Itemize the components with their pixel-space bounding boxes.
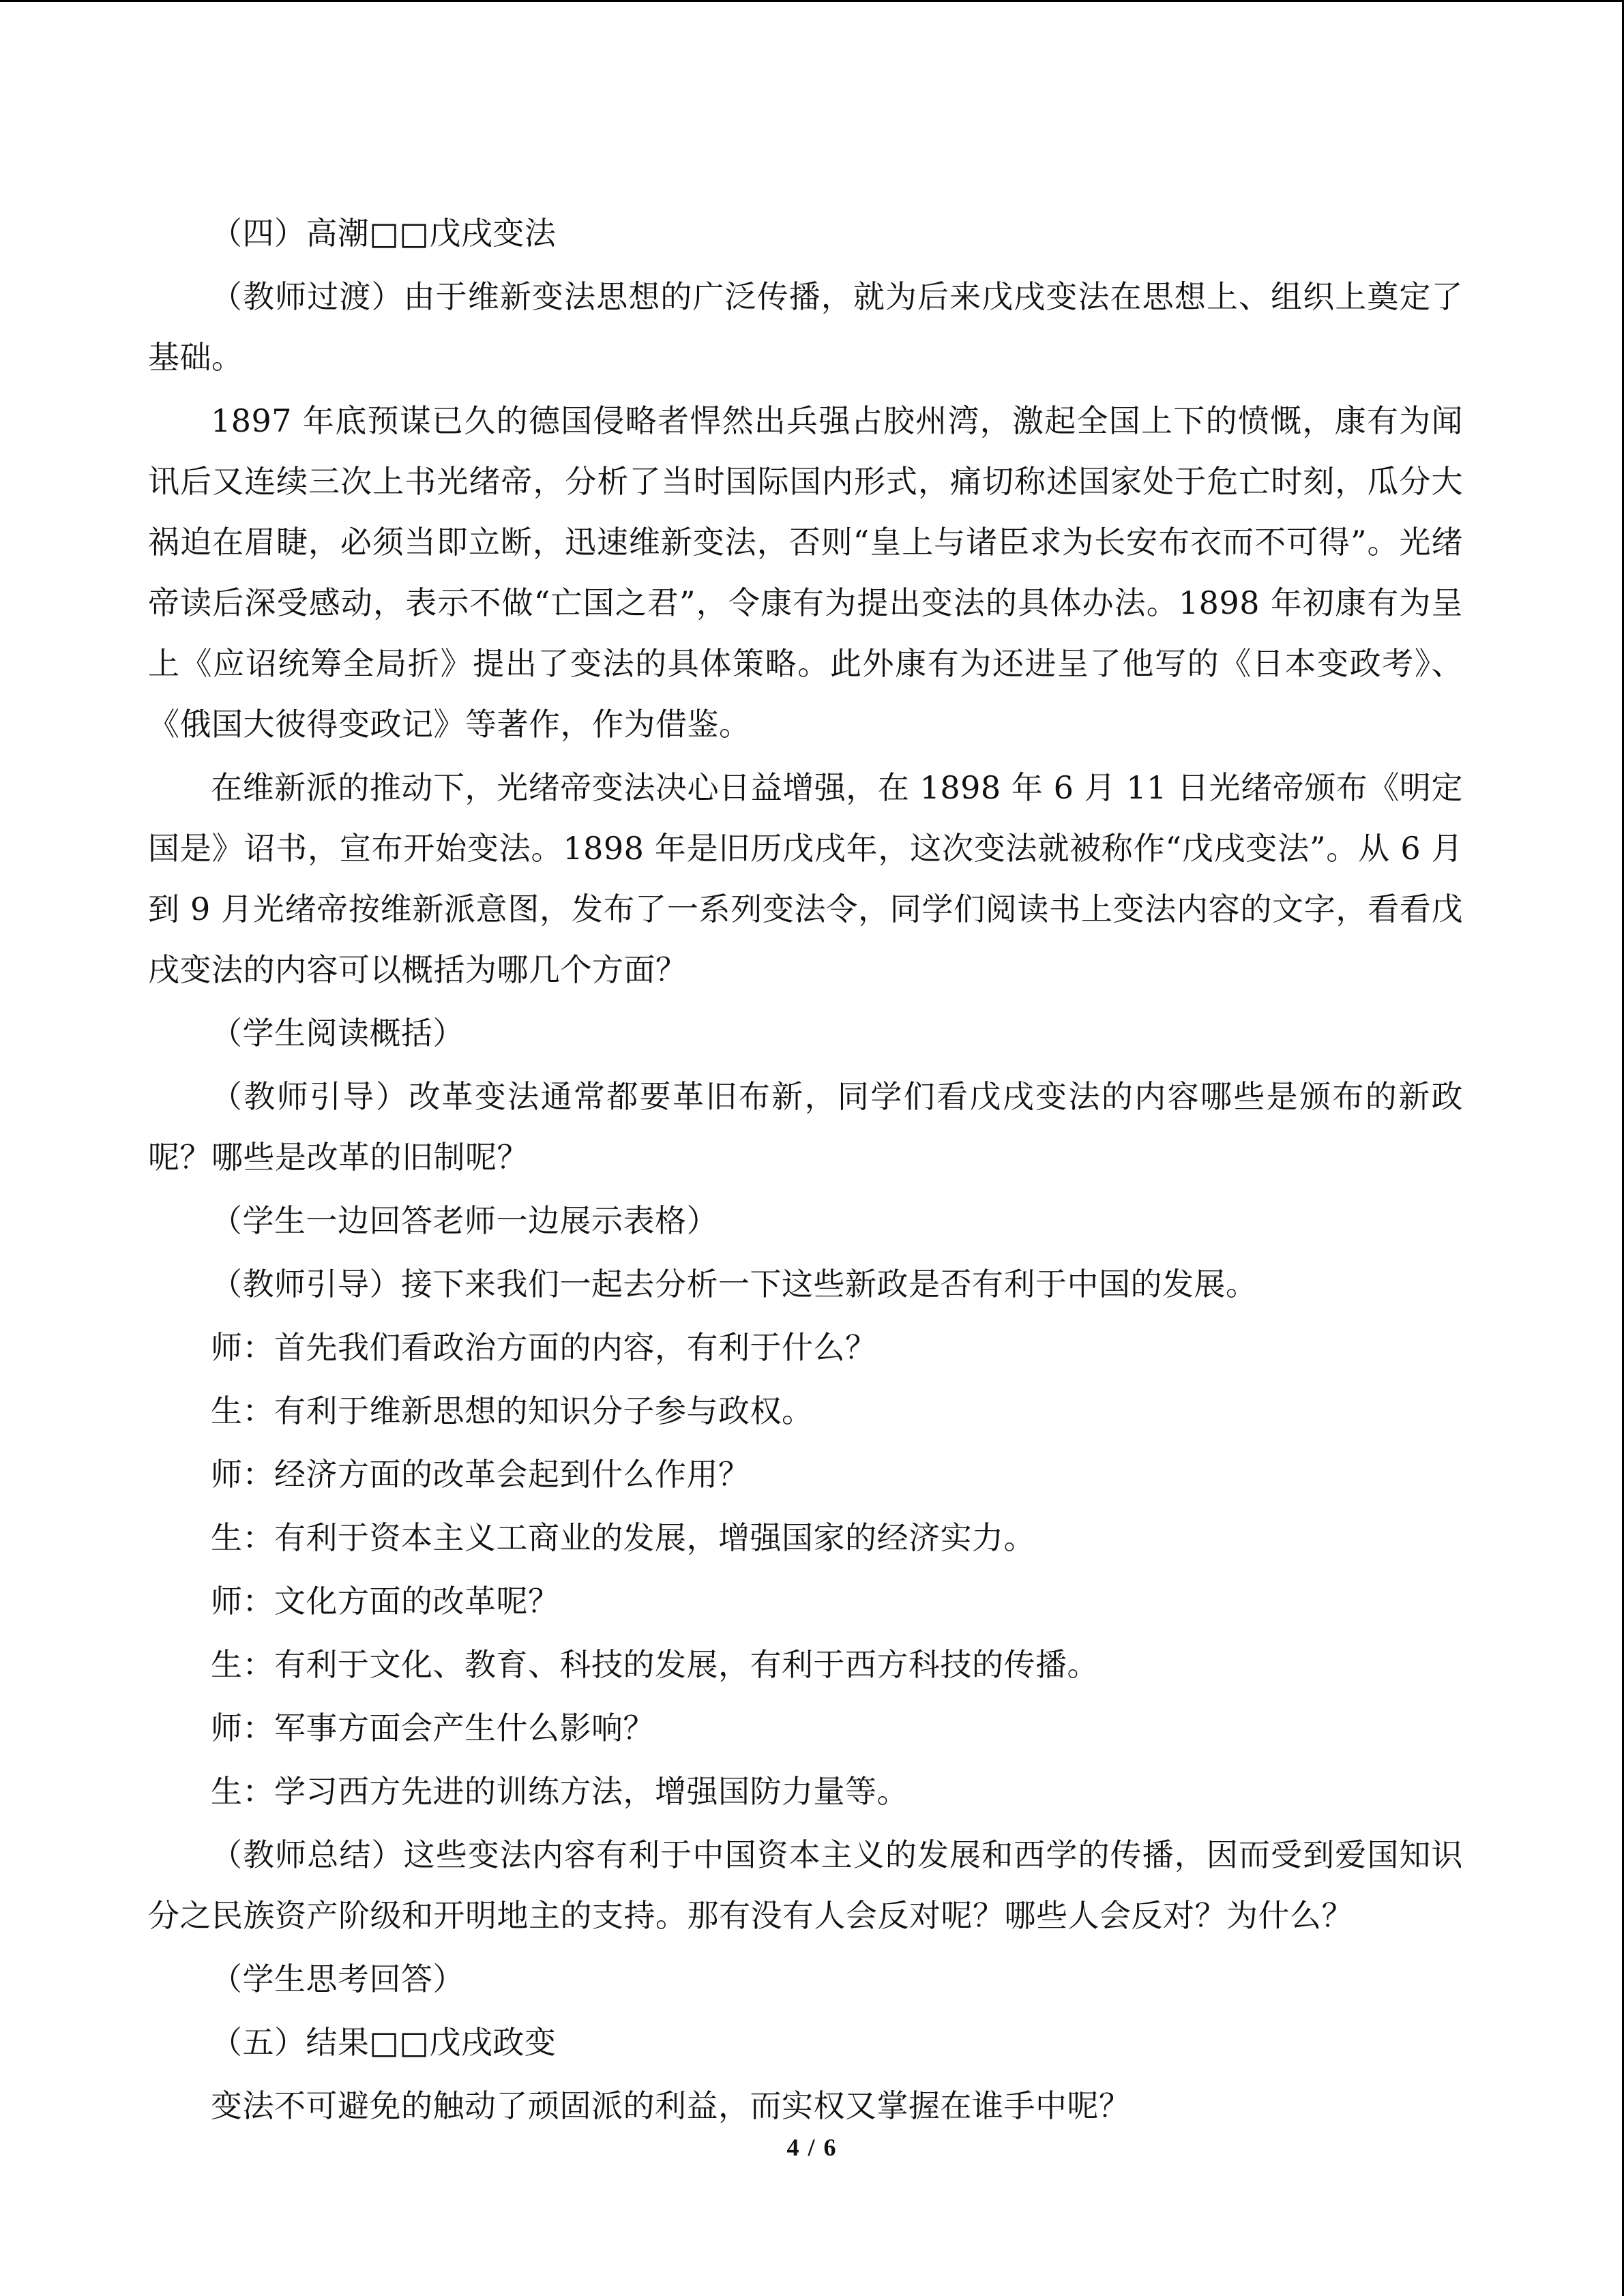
document-body	[148, 203, 1463, 2139]
paragraph-conclusion-question: 变法不可避免的触动了顽固派的利益，而实权又掌握在谁手中呢？	[211, 2087, 1131, 2124]
paragraph-student-table: （学生一边回答老师一边展示表格）	[211, 1202, 718, 1239]
paragraph-teacher-guide-2: （教师引导）接下来我们一起去分析一下这些新政是否有利于中国的发展。	[211, 1266, 1258, 1302]
paragraph-student-thinking: （学生思考回答）	[211, 1960, 464, 1997]
paragraph-teacher-guide-1: （教师引导）改革变法通常都要革旧布新，同学们看戊戌变法的内容哪些是颁布的新政呢？哪些是改革的旧制呢？	[148, 1078, 1463, 1176]
dialogue-teacher-politics: 师：首先我们看政治方面的内容，有利于什么？	[211, 1329, 877, 1366]
page-number: 4 / 6	[786, 2134, 838, 2161]
paragraph-teacher-transition: （教师过渡）由于维新变法思想的广泛传播，就为后来戊戌变法在思想上、组织上奠定了基础。	[148, 278, 1463, 376]
paragraph-1897-background: 1897 年底预谋已久的德国侵略者悍然出兵强占胶州湾，激起全国上下的愤慨，康有为闻讯后又连续三次上书光绪帝，分析了当时国际国内形式，痛切称述国家处于危亡时刻，瓜分大祸迫在眉睫，必须当即立断，迅速维新变法，否则“皇上与诸臣求为长安布衣而不可得”。光绪帝读后深受感动，表示不做“亡国之君”，令康有为提出变法的具体办法。1898 年初康有为呈上《应诏统筹全局折》提出了变法的具体策略。此外康有为还进呈了他写的《日本变政考》、《俄国大彼得变政记》等著作，作为借鉴。	[148, 402, 1463, 743]
section-heading-5: （五）结果□□戊戌政变	[211, 2024, 557, 2061]
section-heading-4: （四）高潮□□戊戌变法	[211, 215, 557, 252]
dialogue-student-culture: 生：有利于文化、教育、科技的发展，有利于西方科技的传播。	[211, 1646, 1099, 1683]
dialogue-teacher-economy: 师：经济方面的改革会起到什么作用？	[211, 1456, 750, 1493]
paragraph-teacher-summary: （教师总结）这些变法内容有利于中国资本主义的发展和西学的传播，因而受到爱国知识分之民族资产阶级和开明地主的支持。那有没有人会反对呢？哪些人会反对？为什么？	[148, 1836, 1463, 1934]
dialogue-student-economy: 生：有利于资本主义工商业的发展，增强国家的经济实力。	[211, 1519, 1035, 1556]
top-border-line	[0, 0, 1622, 2]
paragraph-student-reading: （学生阅读概括）	[211, 1015, 464, 1052]
dialogue-teacher-military: 师：军事方面会产生什么影响？	[211, 1710, 655, 1746]
dialogue-student-politics: 生：有利于维新思想的知识分子参与政权。	[211, 1392, 814, 1429]
dialogue-student-military: 生：学习西方先进的训练方法，增强国防力量等。	[211, 1773, 909, 1810]
dialogue-teacher-culture: 师：文化方面的改革呢？	[211, 1583, 560, 1620]
paragraph-reform-launch: 在维新派的推动下，光绪帝变法决心日益增强，在 1898 年 6 月 11 日光绪帝颁布《明定国是》诏书，宣布开始变法。1898 年是旧历戊戌年，这次变法就被称作“戊戌变法”。从 6 月到 9 月光绪帝按维新派意图，发布了一系列变法令，同学们阅读书上变法内容的文字，看看戊戌变法的内容可以概括为哪几个方面？	[148, 769, 1463, 988]
